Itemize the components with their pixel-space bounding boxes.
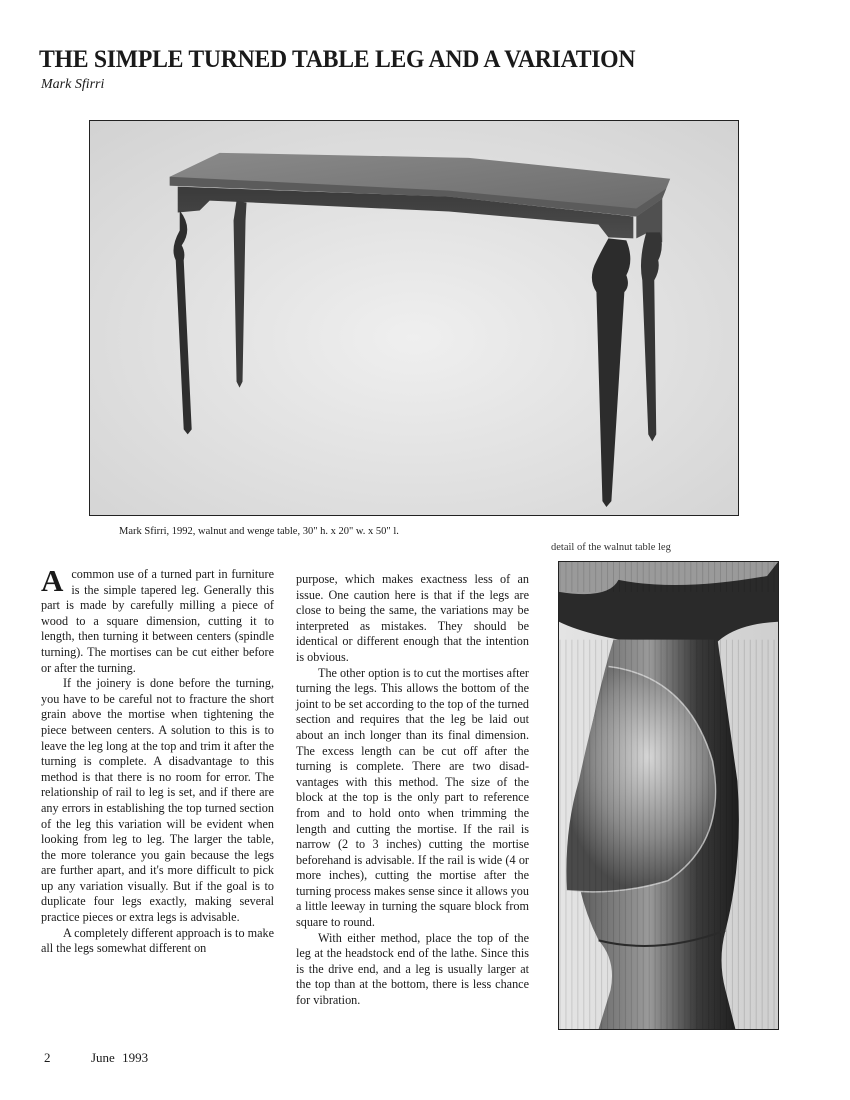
text-column-1 xyxy=(41,563,274,957)
figure-caption: Mark Sfirri, 1992, walnut and wenge table, 30" h. x 20" w. x 50" l. xyxy=(119,526,399,537)
issue-date: June 1993 xyxy=(91,1050,149,1065)
paragraph: A completely different approach is to make all the legs somewhat different on xyxy=(41,925,274,956)
drop-cap: A xyxy=(41,563,64,598)
paragraph: purpose, which makes exactness less of an issue. One caution here is that if the legs are close to being the same, the variations may be interpreted as mistakes. They should be identical or different enough that the intention is obvious. xyxy=(296,572,529,664)
detail-caption: detail of the walnut table leg xyxy=(551,542,671,553)
leg-detail-illustration xyxy=(559,562,778,1029)
paragraph: If the joinery is done before the turning, you have to be careful not to fracture the short grain above the mortise when tightening the piece between centers. A solution to this is to leave the leg long at the top and trim it after the turning is complete. A disadvantage to this method is that there is no room for error. The relationship of rail to leg is set, and if there are any errors in establishing the top turned section of the leg this variation will be evident when looking from leg to leg. The larger the table, the more tolerance you gain because the legs are further apart, and it's more difficult to pick up any variation visually. But if the goal is to duplicate four legs exactly, making several practice pieces or extra legs is advisable. xyxy=(41,676,274,925)
article-author: Mark Sfirri xyxy=(41,77,105,92)
paragraph: The other option is to cut the mortises after turning the legs. This allows the bottom of the joint to be set according to the top of the turned section and requires that the leg be laid out about an inch longer than its final dimension. The excess length can be cut off after the turning is complete. There are two disadvantages with this method. The size of the block at the top is the only part to reference from and to hold onto when trimming the length and cutting the mortise. If the rail is narrow (2 to 3 inches) cutting the mortise beforehand is advisable. If the rail is wide (4 or more inches), cutting the mortise after the turning process makes sense since it allows you a little leeway in turning the square block from square to round. xyxy=(296,665,529,930)
leg-detail-photo xyxy=(558,561,779,1030)
table-illustration xyxy=(90,121,738,515)
article-title: THE SIMPLE TURNED TABLE LEG AND A VARIATION xyxy=(39,44,636,73)
paragraph: With either method, place the top of the leg at the headstock end of the lathe. Since this is the drive end, and a leg is usually larger at the top than at the bottom, there is less chance for vibration. xyxy=(296,930,529,1008)
text-column-2 xyxy=(296,572,529,1009)
paragraph: A common use of a turned part in furniture is the simple tapered leg. Generally this part is made by carefully milling a piece of wood to a square dimension, cutting it to length, then turning it between centers (spindle turning). The mortises can be cut either before or after the turning. xyxy=(41,563,274,675)
page-number: 2 xyxy=(44,1050,51,1065)
table-photo xyxy=(89,120,739,516)
